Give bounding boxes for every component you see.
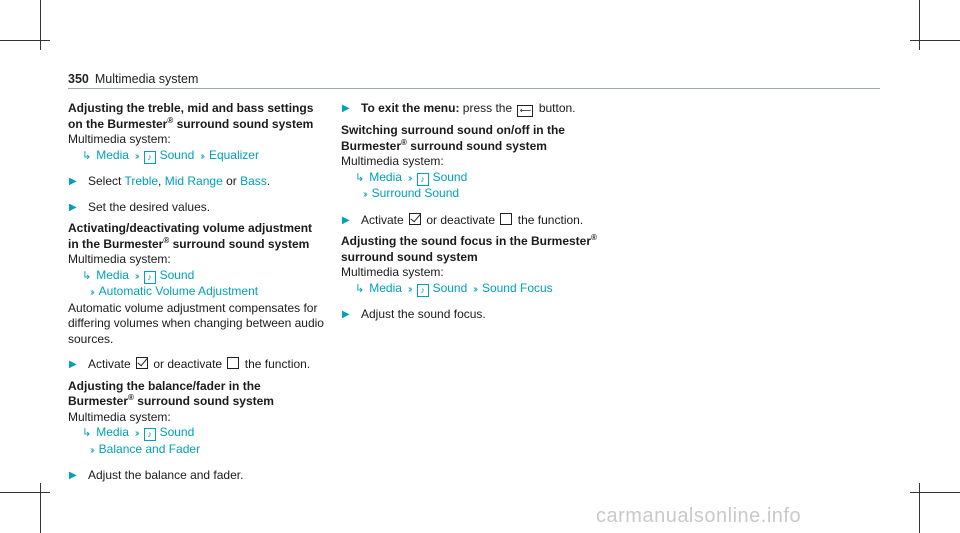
step-triangle-icon: ▶ bbox=[342, 214, 350, 226]
menu-path bbox=[68, 425, 343, 442]
menu-path bbox=[68, 268, 343, 285]
path-arrow-icon: ↳ bbox=[355, 171, 365, 184]
section-heading: Adjusting the treble, mid and bass settings on the Burmester® surround sound system bbox=[68, 101, 314, 131]
path-arrow-icon: ↳ bbox=[355, 282, 365, 295]
menu-path bbox=[341, 170, 616, 187]
step-triangle-icon: ▶ bbox=[69, 201, 77, 213]
crop-mark bbox=[40, 483, 41, 533]
instruction-step: ▶ To exit the menu: press the ⟵ button. bbox=[342, 101, 576, 115]
chevron-right-icon: ›› bbox=[134, 150, 138, 162]
path-media[interactable]: Media bbox=[96, 267, 129, 282]
music-note-icon: ♪ bbox=[144, 151, 156, 164]
left-column bbox=[68, 101, 343, 490]
crop-mark bbox=[0, 492, 50, 493]
section-heading: Adjusting the sound focus in the Burmester® surround sound system bbox=[341, 233, 597, 264]
section-title: Multimedia system bbox=[94, 72, 199, 86]
checkbox-unchecked-icon bbox=[500, 213, 512, 225]
path-intro: Multimedia system: bbox=[341, 265, 444, 279]
path-automatic-volume[interactable]: Automatic Volume Adjustment bbox=[98, 284, 259, 298]
path-intro: Multimedia system: bbox=[341, 154, 444, 168]
page-header bbox=[68, 72, 198, 86]
menu-path bbox=[68, 442, 343, 459]
path-intro: Multimedia system: bbox=[68, 132, 171, 146]
path-intro: Multimedia system: bbox=[68, 252, 171, 266]
crop-mark bbox=[40, 0, 41, 50]
music-note-icon: ♪ bbox=[417, 173, 429, 186]
menu-path bbox=[68, 284, 343, 301]
chevron-right-icon: ›› bbox=[90, 444, 93, 456]
path-media[interactable]: Media bbox=[96, 425, 129, 439]
crop-mark bbox=[910, 40, 960, 41]
option-bass[interactable]: Bass bbox=[240, 174, 267, 188]
path-surround-sound[interactable]: Surround Sound bbox=[371, 186, 460, 200]
instruction-step: ▶ Select Treble, Mid Range or Bass. bbox=[69, 174, 271, 188]
instruction-step: ▶ Set the desired values. bbox=[69, 199, 211, 214]
chevron-right-icon: ›› bbox=[363, 189, 366, 200]
step-triangle-icon: ▶ bbox=[342, 309, 350, 320]
chevron-right-icon: ›› bbox=[407, 172, 411, 184]
path-sound[interactable]: Sound bbox=[432, 169, 468, 184]
watermark: carmanualsonline.info bbox=[596, 505, 802, 527]
option-treble[interactable]: Treble bbox=[124, 174, 159, 188]
path-equalizer[interactable]: Equalizer bbox=[208, 147, 259, 162]
path-media[interactable]: Media bbox=[369, 169, 402, 184]
back-button-icon: ⟵ bbox=[517, 105, 533, 117]
section-heading: Adjusting the balance/fader in the Burmester® surround sound system bbox=[68, 378, 274, 408]
path-sound[interactable]: Sound bbox=[159, 267, 195, 282]
description: Automatic volume adjustment compensates for differing volumes when changing between audio sources. bbox=[68, 300, 324, 346]
menu-path bbox=[341, 186, 616, 203]
menu-path bbox=[341, 281, 616, 298]
chevron-right-icon: ›› bbox=[134, 428, 138, 439]
chevron-right-icon: ›› bbox=[407, 283, 411, 295]
step-triangle-icon: ▶ bbox=[342, 103, 350, 114]
crop-mark bbox=[910, 492, 960, 493]
crop-mark bbox=[919, 0, 920, 50]
instruction-step: ▶ Adjust the balance and fader. bbox=[69, 468, 244, 482]
checkbox-checked-icon bbox=[136, 357, 148, 369]
path-intro: Multimedia system: bbox=[68, 409, 171, 424]
crop-mark bbox=[0, 40, 50, 41]
step-triangle-icon: ▶ bbox=[69, 359, 77, 370]
step-triangle-icon: ▶ bbox=[69, 176, 77, 187]
checkbox-unchecked-icon bbox=[227, 357, 239, 369]
crop-mark bbox=[919, 483, 920, 533]
instruction-step: ▶ Adjust the sound focus. bbox=[342, 307, 486, 321]
path-arrow-icon: ↳ bbox=[82, 427, 92, 439]
path-sound[interactable]: Sound bbox=[432, 280, 468, 295]
path-arrow-icon: ↳ bbox=[82, 269, 92, 282]
path-sound[interactable]: Sound bbox=[159, 147, 195, 162]
instruction-step: ▶ Activate or deactivate the function. bbox=[342, 212, 584, 227]
instruction-step: ▶ Activate or deactivate the function. bbox=[69, 357, 311, 371]
path-media[interactable]: Media bbox=[96, 147, 129, 162]
music-note-icon: ♪ bbox=[417, 284, 429, 297]
checkbox-checked-icon bbox=[409, 213, 421, 225]
section-heading: Activating/deactivating volume adjustment in the Burmester® surround sound system bbox=[68, 221, 313, 251]
music-note-icon: ♪ bbox=[144, 271, 156, 284]
path-arrow-icon: ↳ bbox=[82, 149, 92, 162]
section-heading: Switching surround sound on/off in the Burmester® surround sound system bbox=[341, 123, 565, 153]
option-mid-range[interactable]: Mid Range bbox=[164, 174, 223, 188]
chevron-right-icon: ›› bbox=[90, 287, 93, 298]
page-number: 350 bbox=[68, 72, 89, 86]
chevron-right-icon: ›› bbox=[134, 270, 138, 282]
chevron-right-icon: ›› bbox=[200, 150, 203, 162]
right-column bbox=[341, 101, 616, 329]
path-media[interactable]: Media bbox=[369, 280, 402, 295]
path-balance-fader[interactable]: Balance and Fader bbox=[98, 441, 201, 456]
path-sound[interactable]: Sound bbox=[159, 425, 195, 439]
chevron-right-icon: ›› bbox=[473, 283, 476, 295]
menu-path bbox=[68, 148, 343, 165]
music-note-icon: ♪ bbox=[144, 428, 156, 441]
header-rule bbox=[68, 88, 880, 89]
path-sound-focus[interactable]: Sound Focus bbox=[481, 280, 553, 295]
step-triangle-icon: ▶ bbox=[69, 470, 77, 481]
